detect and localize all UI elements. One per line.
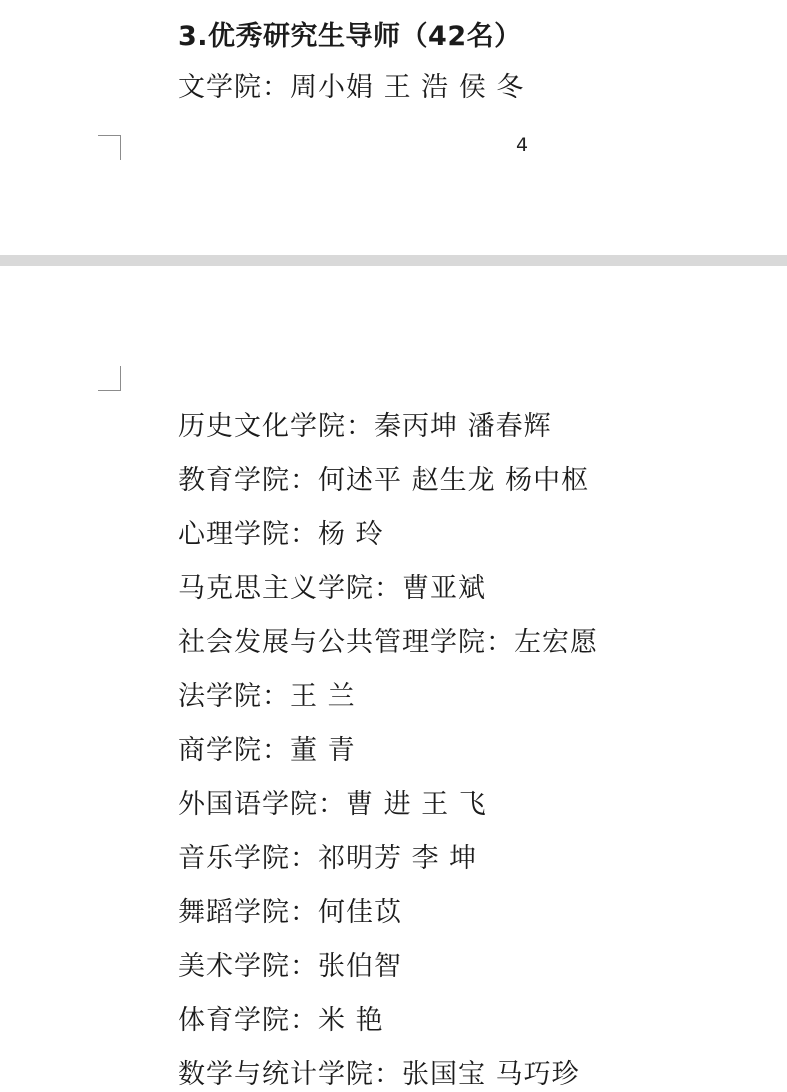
college-line: 外国语学院：曹 进 王 飞: [178, 789, 487, 820]
college-line: 教育学院：何述平 赵生龙 杨中枢: [178, 465, 590, 496]
page-top: [0, 0, 787, 255]
margin-corner-mark: [98, 366, 121, 391]
college-line: 社会发展与公共管理学院：左宏愿: [178, 627, 598, 658]
college-line: 美术学院：张伯智: [178, 951, 402, 982]
college-line-wenxue: 文学院：周小娟 王 浩 侯 冬: [178, 72, 525, 103]
college-line: 音乐学院：祁明芳 李 坤: [178, 843, 478, 874]
college-line: 商学院：董 青: [178, 735, 356, 766]
college-line: 马克思主义学院：曹亚斌: [178, 573, 486, 604]
college-line: 历史文化学院：秦丙坤 潘春辉: [178, 411, 552, 442]
college-line: 法学院：王 兰: [178, 681, 356, 712]
page-number: 4: [516, 134, 529, 156]
college-line: 心理学院：杨 玲: [178, 519, 384, 550]
section-heading: 3.优秀研究生导师（42名）: [178, 21, 522, 52]
page-separator: [0, 255, 787, 266]
college-line: 舞蹈学院：何佳苡: [178, 897, 402, 928]
college-line: 体育学院：米 艳: [178, 1005, 384, 1036]
college-line: 数学与统计学院：张国宝 马巧珍: [178, 1059, 580, 1090]
margin-corner-mark: [98, 135, 121, 160]
